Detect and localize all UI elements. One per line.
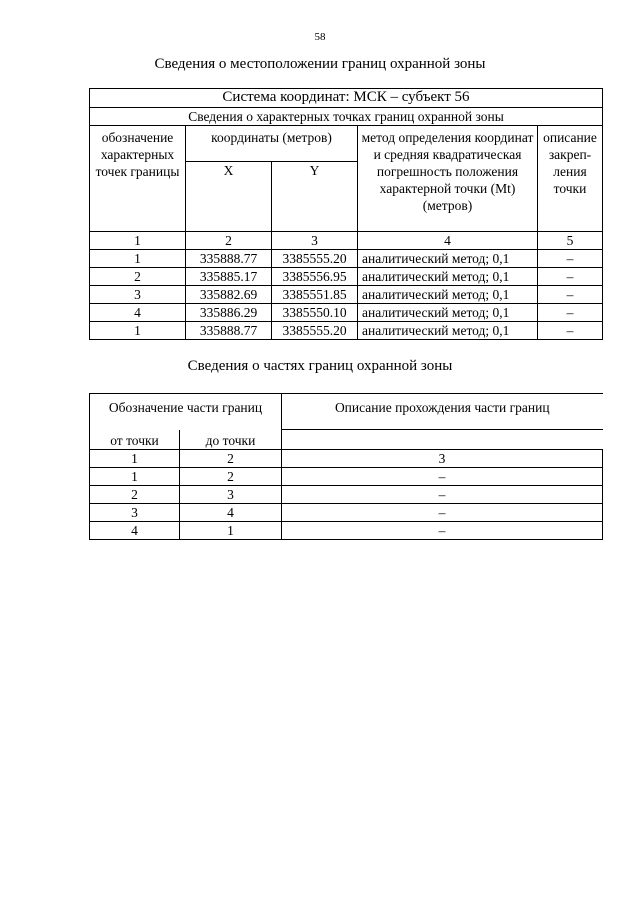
- x-cell: 335888.77: [186, 250, 272, 268]
- part-description-cell: –: [282, 522, 603, 540]
- table-row: [90, 286, 603, 304]
- table-row: [90, 486, 603, 504]
- x-cell: 335888.77: [186, 322, 272, 340]
- x-cell: 335882.69: [186, 286, 272, 304]
- page-number: 58: [314, 31, 326, 43]
- method-cell: аналитический метод; 0,1: [358, 304, 538, 322]
- part-description-cell: –: [282, 504, 603, 522]
- description-cell: –: [538, 250, 603, 268]
- header-method: метод определения координат и средняя квадратическая погрешность положения характерной точки (Mt) (метров): [358, 126, 538, 232]
- column-numbers-row: [90, 450, 603, 468]
- from-point-cell: 1: [90, 468, 180, 486]
- point-id-cell: 4: [90, 304, 186, 322]
- description-cell: –: [538, 268, 603, 286]
- method-cell: аналитический метод; 0,1: [358, 322, 538, 340]
- point-id-cell: 3: [90, 286, 186, 304]
- table-row: [90, 468, 603, 486]
- column-numbers-row: [90, 232, 603, 250]
- point-id-cell: 2: [90, 268, 186, 286]
- x-cell: 335885.17: [186, 268, 272, 286]
- to-point-cell: 4: [180, 504, 282, 522]
- method-cell: аналитический метод; 0,1: [358, 268, 538, 286]
- point-id-cell: 1: [90, 250, 186, 268]
- to-point-cell: 2: [180, 468, 282, 486]
- header-to-point: до точки: [180, 430, 282, 450]
- column-number: 3: [272, 232, 358, 250]
- table-row: [90, 504, 603, 522]
- to-point-cell: 1: [180, 522, 282, 540]
- column-number: 5: [538, 232, 603, 250]
- y-cell: 3385555.20: [272, 250, 358, 268]
- to-point-cell: 3: [180, 486, 282, 504]
- header-coordinates: координаты (метров): [186, 126, 358, 162]
- table-row: [90, 522, 603, 540]
- section-title-parts: Сведения о частях границ охранной зоны: [187, 358, 453, 374]
- from-point-cell: 3: [90, 504, 180, 522]
- header-part-designation: Обозначение части границ: [90, 394, 282, 430]
- y-cell: 3385555.20: [272, 322, 358, 340]
- table-row: [90, 268, 603, 286]
- description-cell: –: [538, 286, 603, 304]
- column-number: 1: [90, 232, 186, 250]
- part-description-cell: –: [282, 486, 603, 504]
- coordinate-system: Система координат: МСК – субъект 56: [90, 89, 603, 108]
- table-row: [90, 322, 603, 340]
- header-y: Y: [272, 162, 358, 232]
- y-cell: 3385551.85: [272, 286, 358, 304]
- boundary-parts-table: [89, 393, 603, 540]
- column-number: 2: [180, 450, 282, 468]
- x-cell: 335886.29: [186, 304, 272, 322]
- header-point-designation: обозначение характерных точек границы: [90, 126, 186, 232]
- column-number: 2: [186, 232, 272, 250]
- points-subtitle: Сведения о характерных точках границ охранной зоны: [90, 108, 603, 126]
- section-title-location: Сведения о местоположении границ охранной зоны: [154, 56, 486, 72]
- header-point-description: описание закреп-ления точки: [538, 126, 603, 232]
- y-cell: 3385550.10: [272, 304, 358, 322]
- part-description-cell: –: [282, 468, 603, 486]
- table-row: [90, 250, 603, 268]
- point-id-cell: 1: [90, 322, 186, 340]
- column-number: 3: [282, 450, 603, 468]
- header-part-description: Описание прохождения части границ: [282, 394, 603, 430]
- coordinates-table: [89, 88, 603, 340]
- header-from-point: от точки: [90, 430, 180, 450]
- method-cell: аналитический метод; 0,1: [358, 286, 538, 304]
- column-number: 1: [90, 450, 180, 468]
- description-cell: –: [538, 304, 603, 322]
- from-point-cell: 4: [90, 522, 180, 540]
- column-number: 4: [358, 232, 538, 250]
- description-cell: –: [538, 322, 603, 340]
- method-cell: аналитический метод; 0,1: [358, 250, 538, 268]
- y-cell: 3385556.95: [272, 268, 358, 286]
- from-point-cell: 2: [90, 486, 180, 504]
- table-row: [90, 304, 603, 322]
- header-x: X: [186, 162, 272, 232]
